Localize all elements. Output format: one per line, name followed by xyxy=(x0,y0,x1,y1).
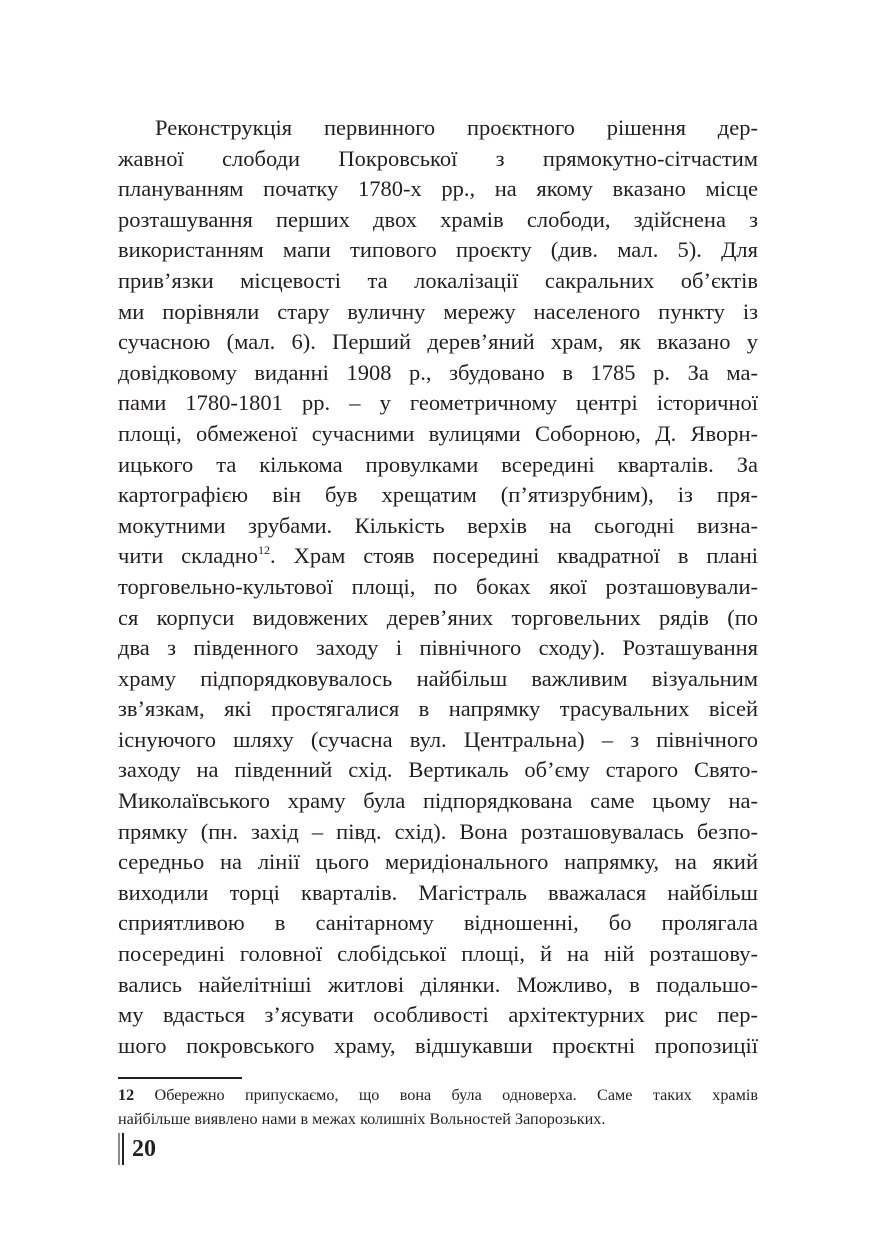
text-line: му вдасться з’ясувати особливості архітектурних рис пер- xyxy=(118,1002,758,1028)
footnote-line xyxy=(118,1083,758,1107)
text-line: ицького та кількома провулками всередині кварталів. За xyxy=(118,451,758,477)
text-line: існуючого шляху (сучасна вул. Центральна) – з північного xyxy=(118,726,758,752)
footnote-text: Обережно припускаємо, що вона була одноверха. Саме таких храмів xyxy=(154,1086,758,1104)
page-number-rule xyxy=(118,1133,120,1165)
footnote-line: найбільше виявлено нами в межах колишніх Вольностей Запорозьких. xyxy=(118,1110,606,1128)
text-line: вались найелітніші житлові ділянки. Можливо, в подальшо- xyxy=(118,971,758,997)
footnote-reference-mark[interactable]: 12 xyxy=(258,543,271,558)
text-line: середньо на лінії цього меридіонального напрямку, на який xyxy=(118,849,758,875)
text-line: зв’язкам, які простягалися в напрямку трасувальних вісей xyxy=(118,696,758,722)
page-number-block xyxy=(118,1133,156,1165)
text-fragment: . Храм стояв посередині квадратної в плані xyxy=(270,543,758,569)
text-line: картографією він був хрещатим (п’ятизрубним), із пря- xyxy=(118,482,758,508)
text-line: сучасною (мал. 6). Перший дерев’яний храм, як вказано у xyxy=(118,329,758,355)
footnote-divider xyxy=(118,1077,242,1079)
text-line: заходу на південний схід. Вертикаль об’єму старого Свято- xyxy=(118,757,758,783)
text-line: ся корпуси видовжених дерев’яних торговельних рядів (по xyxy=(118,604,758,630)
text-line: мокутними зрубами. Кількість верхів на сьогодні визна- xyxy=(118,512,758,538)
footnote-number: 12 xyxy=(118,1086,135,1104)
text-line: посередині головної слобідської площі, й на ній розташову- xyxy=(118,941,758,967)
text-line: ми порівняли стару вуличну мережу населеного пункту із xyxy=(118,298,758,324)
text-line-with-footnote-ref xyxy=(118,541,758,572)
text-line: довідковому виданні 1908 р., збудовано в 1785 р. За ма- xyxy=(118,359,758,385)
text-fragment: чити складно xyxy=(118,543,259,569)
text-line: храму підпорядковувалось найбільш важливим візуальним xyxy=(118,665,758,691)
page-number-rule xyxy=(122,1133,124,1165)
body-text xyxy=(118,113,758,1061)
text-line: пами 1780-1801 рр. – у геометричному центрі історичної xyxy=(118,390,758,416)
text-line: використанням мапи типового проєкту (див. мал. 5). Для xyxy=(118,237,758,263)
text-line: Миколаївського храму була підпорядкована саме цьому на- xyxy=(118,788,758,814)
text-line: сприятливою в санітарному відношенні, бо пролягала xyxy=(118,910,758,936)
text-line: Реконструкція первинного проєктного рішення дер- xyxy=(155,115,758,140)
text-line: два з південного заходу і північного сходу). Розташування xyxy=(118,635,758,661)
text-line: площі, обмеженої сучасними вулицями Соборною, Д. Яворн- xyxy=(118,420,758,446)
text-line: прив’язки місцевості та локалізації сакральних об’єктів xyxy=(118,267,758,293)
text-line: плануванням початку 1780-х рр., на якому вказано місце xyxy=(118,176,758,202)
text-line: розташування перших двох храмів слободи, здійснена з xyxy=(118,206,758,232)
text-line: виходили торці кварталів. Магістраль вважалася найбільш xyxy=(118,879,758,905)
page-number: 20 xyxy=(132,1135,156,1162)
text-line: шого покровського храму, відшукавши проєктні пропозиції xyxy=(118,1032,758,1058)
text-line: жавної слободи Покровської з прямокутно-сітчастим xyxy=(118,145,758,171)
text-line: торговельно-культової площі, по боках якої розташовували- xyxy=(118,573,758,599)
text-line: прямку (пн. захід – півд. схід). Вона розташовувалась безпо- xyxy=(118,818,758,844)
footnote xyxy=(118,1083,758,1131)
